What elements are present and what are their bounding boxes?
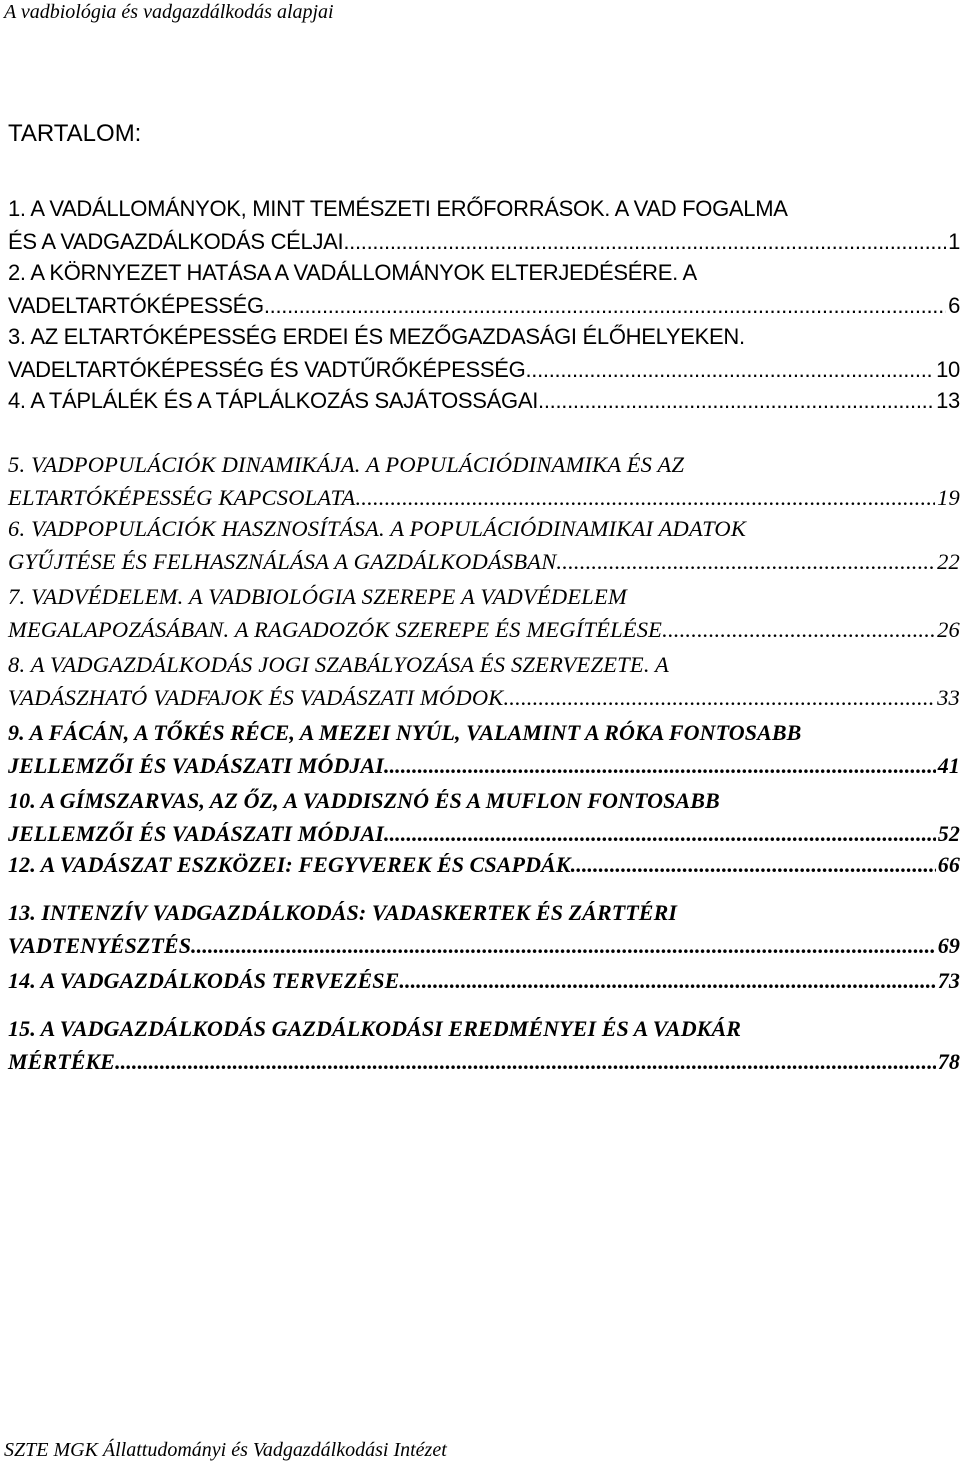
toc-entry-line: 2. A KÖRNYEZET HATÁSA A VADÁLLOMÁNYOK ELTERJEDÉSÉRE. A (8, 260, 697, 285)
toc-entry-last-line (8, 545, 960, 578)
toc-entry-last-line (8, 848, 960, 881)
dot-leader (270, 289, 946, 322)
toc-entry-line: GYŰJTÉSE ÉS FELHASZNÁLÁSA A GAZDÁLKODÁSBAN. (8, 549, 563, 574)
toc-entry[interactable] (8, 716, 960, 782)
dot-leader (343, 225, 946, 258)
dot-leader (115, 1045, 936, 1078)
toc-entry-line: MEGALAPOZÁSÁBAN. A RAGADOZÓK SZEREPE ÉS MEGÍTÉLÉSE (8, 617, 663, 642)
dot-leader (361, 481, 935, 514)
page-footer: SZTE MGK Állattudományi és Vadgazdálkodási Intézet (4, 1439, 447, 1461)
toc-entry-line: 5. VADPOPULÁCIÓK DINAMIKÁJA. A POPULÁCIÓDINAMIKA ÉS AZ (8, 452, 685, 477)
toc-entry-last-line (8, 481, 960, 514)
toc-entry[interactable] (8, 1012, 960, 1078)
toc-entry[interactable] (8, 192, 960, 258)
toc-entry[interactable] (8, 848, 960, 881)
toc-entry-line: ÉS A VADGAZDÁLKODÁS CÉLJAI (8, 229, 344, 254)
toc-entry-last-line (8, 353, 960, 386)
toc-entry-last-line (8, 681, 960, 714)
toc-page-number: 19 (937, 485, 960, 510)
toc-entry[interactable] (8, 448, 960, 514)
toc-page-number: 69 (937, 933, 960, 958)
dot-leader (562, 545, 935, 578)
toc-entry-line: 3. AZ ELTARTÓKÉPESSÉG ERDEI ÉS MEZŐGAZDASÁGI ÉLŐHELYEKEN. (8, 324, 745, 349)
toc-entry-line: 7. VADVÉDELEM. A VADBIOLÓGIA SZEREPE A VADVÉDELEM (8, 584, 627, 609)
toc-entry-line: 9. A FÁCÁN, A TŐKÉS RÉCE, A MEZEI NYÚL, VALAMINT A RÓKA FONTOSABB (8, 720, 802, 745)
dot-leader (191, 929, 936, 962)
toc-entry-line: JELLEMZŐI ÉS VADÁSZATI MÓDJAI (8, 821, 384, 846)
toc-entry-last-line (8, 384, 960, 417)
toc-entry-line: VADÁSZHATÓ VADFAJOK ÉS VADÁSZATI MÓDOK. (8, 685, 510, 710)
toc-page-number: 26 (937, 617, 960, 642)
dot-leader (538, 384, 934, 417)
toc-entry[interactable] (8, 784, 960, 850)
toc-entry-last-line (8, 289, 960, 322)
toc-page-number: 78 (937, 1049, 960, 1074)
toc-title: TARTALOM: (8, 120, 142, 147)
toc-entry-line: 12. A VADÁSZAT ESZKÖZEI: FEGYVEREK ÉS CSAPDÁK (8, 852, 571, 877)
toc-entry-last-line (8, 225, 960, 258)
toc-page-number: 33 (937, 685, 960, 710)
dot-leader (399, 964, 935, 997)
toc-page-number: 41 (937, 753, 960, 778)
toc-page-number: 6 (948, 293, 960, 318)
toc-entry-last-line (8, 964, 960, 997)
toc-entry-line: JELLEMZŐI ÉS VADÁSZATI MÓDJAI (8, 753, 384, 778)
toc-entry[interactable] (8, 320, 960, 386)
toc-entry-line: 10. A GÍMSZARVAS, AZ ŐZ, A VADDISZNÓ ÉS A MUFLON FONTOSABB (8, 788, 720, 813)
toc-entry[interactable] (8, 384, 960, 417)
toc-entry-line: 13. INTENZÍV VADGAZDÁLKODÁS: VADASKERTEK ÉS ZÁRTTÉRI (8, 900, 678, 925)
toc-entry-line: VADELTARTÓKÉPESSÉG ÉS VADTŰRŐKÉPESSÉG. (8, 357, 532, 382)
toc-entry-line: 8. A VADGAZDÁLKODÁS JOGI SZABÁLYOZÁSA ÉS SZERVEZETE. A (8, 652, 670, 677)
toc-page-number: 22 (937, 549, 960, 574)
toc-entry[interactable] (8, 964, 960, 997)
toc-page-number: 73 (937, 968, 960, 993)
toc-page-number: 1 (948, 229, 960, 254)
dot-leader (384, 749, 936, 782)
toc-entry-line: 15. A VADGAZDÁLKODÁS GAZDÁLKODÁSI EREDMÉNYEI ÉS A VADKÁR (8, 1016, 742, 1041)
dot-leader (662, 613, 935, 646)
toc-entry-line: 1. A VADÁLLOMÁNYOK, MINT TEMÉSZETI ERŐFORRÁSOK. A VAD FOGALMA (8, 196, 788, 221)
dot-leader (571, 848, 936, 881)
dot-leader (384, 817, 936, 850)
dot-leader (531, 353, 934, 386)
toc-entry-line: MÉRTÉKE (8, 1049, 116, 1074)
toc-entry-last-line (8, 613, 960, 646)
toc-entry-last-line (8, 749, 960, 782)
toc-page-number: 13 (936, 388, 960, 413)
toc-entry[interactable] (8, 256, 960, 322)
toc-entry[interactable] (8, 580, 960, 646)
toc-entry-line: ELTARTÓKÉPESSÉG KAPCSOLATA. (8, 485, 362, 510)
toc-entry-last-line (8, 929, 960, 962)
toc-page-number: 66 (937, 852, 960, 877)
toc-entry-line: 6. VADPOPULÁCIÓK HASZNOSÍTÁSA. A POPULÁCIÓDINAMIKAI ADATOK (8, 516, 747, 541)
toc-entry-line: VADELTARTÓKÉPESSÉG. (8, 293, 270, 318)
toc-entry-last-line (8, 817, 960, 850)
toc-entry-line: VADTENYÉSZTÉS (8, 933, 192, 958)
toc-page-number: 52 (937, 821, 960, 846)
toc-entry-line: 4. A TÁPLÁLÉK ÉS A TÁPLÁLKOZÁS SAJÁTOSSÁGAI (8, 388, 539, 413)
toc-entry-last-line (8, 1045, 960, 1078)
page-header: A vadbiológia és vadgazdálkodás alapjai (4, 1, 334, 23)
toc-entry[interactable] (8, 648, 960, 714)
dot-leader (509, 681, 935, 714)
toc-entry[interactable] (8, 512, 960, 578)
toc-page-number: 10 (936, 357, 960, 382)
toc-entry[interactable] (8, 896, 960, 962)
toc-entry-line: 14. A VADGAZDÁLKODÁS TERVEZÉSE (8, 968, 400, 993)
